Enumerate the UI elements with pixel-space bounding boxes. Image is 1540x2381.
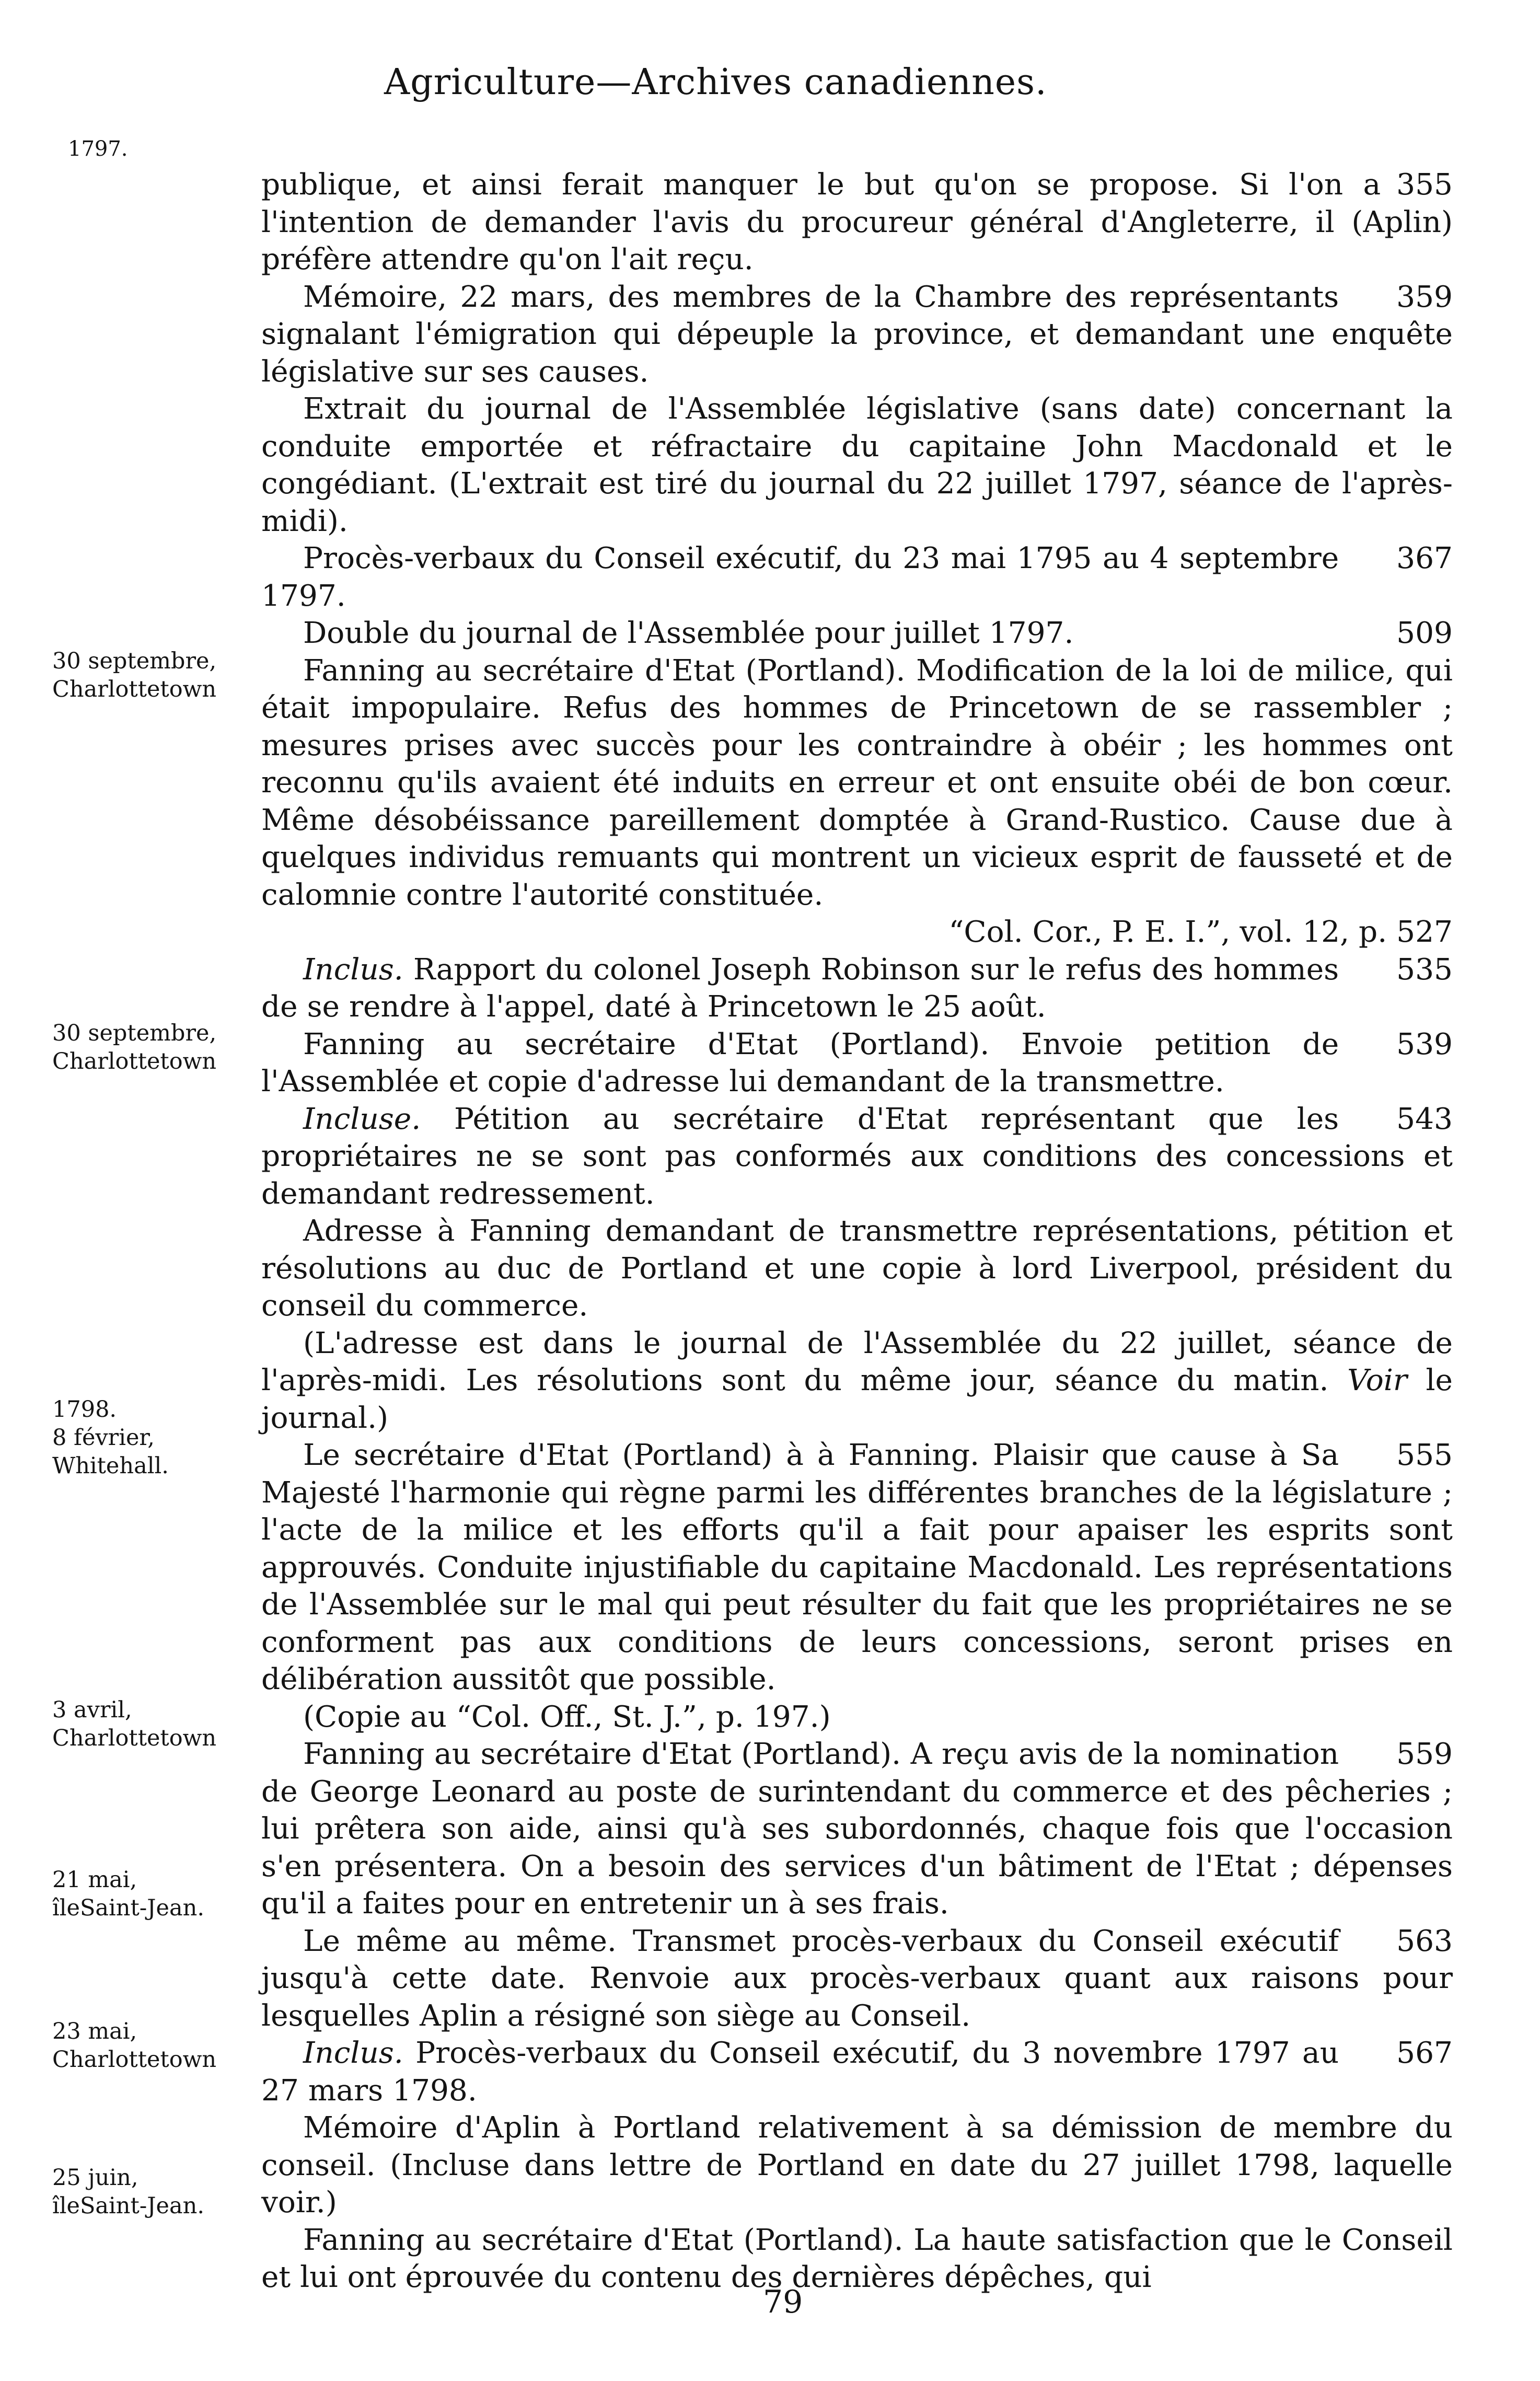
entry-text: Double du journal de l'Assemblée pour juillet 1797. xyxy=(303,616,1074,650)
margin-place-line: Charlottetown xyxy=(52,2047,217,2073)
entry-text: Fanning au secrétaire d'Etat (Portland). A reçu avis de la nomination de George Leonard au poste de surintendant du commerce et des pêcheries ; lui prêtera son aide, ainsi qu'à ses subordonnés, chaque fois que l'occasion s'en présentera. On a besoin des services d'un bâtiment de l'Etat ; dépenses qu'il a faites pour en entretenir un à ses frais. xyxy=(261,1737,1453,1921)
margin-place-line: Whitehall. xyxy=(52,1453,169,1479)
entry xyxy=(261,1736,1453,1923)
entry-text: Pétition au secrétaire d'Etat représentant que les propriétaires ne se sont pas conformés aux conditions des concessions et demandant redressement. xyxy=(261,1102,1453,1211)
entry-reference xyxy=(261,914,1453,951)
entry-text: Le même au même. Transmet procès-verbaux du Conseil exécutif jusqu'à cette date. Renvoie aux procès-verbaux quant aux raisons pour lesquelles Aplin a résigné son siège au Conseil. xyxy=(261,1924,1453,2033)
main-text xyxy=(261,166,1453,2296)
entry xyxy=(261,615,1453,652)
entry xyxy=(261,652,1453,914)
entry-page-ref: 367 xyxy=(1396,541,1453,575)
entry xyxy=(261,166,1453,279)
entry-page-ref: 527 xyxy=(1396,915,1453,949)
entry xyxy=(261,2109,1453,2222)
margin-place-line: îleSaint-Jean. xyxy=(52,2193,204,2219)
entry-text: (Copie au “Col. Off., St. J.”, p. 197.) xyxy=(303,1700,831,1734)
entry-text: Fanning au secrétaire d'Etat (Portland). Modification de la loi de milice, qui était impopulaire. Refus des hommes de Princetown de se rassembler ; mesures prises avec succès pour les contraindre à obéir ; les hommes ont reconnu qu'ils avaient été induits en erreur et ont ensuite obéi de bon cœur. Même désobéissance pareillement domptée à Grand-Rustico. Cause due à quelques individus remuants qui montrent un vicieux esprit de fausseté et de calomnie contre l'autorité constituée. xyxy=(261,653,1453,912)
entry-text: Fanning au secrétaire d'Etat (Portland). Envoie petition de l'Assemblée et copie d'adresse lui demandant de la transmettre. xyxy=(261,1027,1339,1099)
entry-text: Mémoire d'Aplin à Portland relativement à sa démission de membre du conseil. (Incluse dans lettre de Portland en date du 27 juillet 1798, laquelle voir.) xyxy=(261,2111,1453,2220)
entry-text: Fanning au secrétaire d'Etat (Portland). La haute satisfaction que le Conseil et lui ont éprouvée du contenu des dernières dépêches, qui xyxy=(261,2223,1453,2294)
margin-place-line: îleSaint-Jean. xyxy=(52,1895,204,1921)
inclus-label: Inclus. xyxy=(303,952,403,987)
margin-date xyxy=(52,1019,277,1076)
entry xyxy=(261,1212,1453,1325)
entry-text: publique, et ainsi ferait manquer le but qu'on se propose. Si l'on a l'intention de demander l'avis du procureur général d'Angleterre, il (Aplin) préfère attendre qu'on l'ait reçu. xyxy=(261,168,1453,276)
voir-label: Voir xyxy=(1347,1363,1407,1397)
entry xyxy=(261,1101,1453,1213)
running-header: Agriculture—Archives canadiennes. xyxy=(384,62,1047,103)
entry xyxy=(261,390,1453,540)
margin-date-line: 25 juin, xyxy=(52,2165,138,2191)
entry xyxy=(261,2035,1453,2109)
entry-text: (L'adresse est dans le journal de l'Assemblée du 22 juillet, séance de l'après-midi. Les résolutions sont du même jour, séance du matin. xyxy=(261,1326,1453,1397)
entry-page-ref: 535 xyxy=(1396,952,1453,987)
entry-page-ref: 555 xyxy=(1396,1438,1453,1472)
year-marker: 1797. xyxy=(68,137,128,161)
margin-date xyxy=(52,2164,277,2220)
margin-date xyxy=(52,1395,277,1480)
margin-date xyxy=(52,2017,277,2074)
incluse-label: Incluse. xyxy=(303,1102,421,1136)
entry-page-ref: 359 xyxy=(1396,280,1453,314)
margin-date-line: 8 février, xyxy=(52,1425,155,1451)
entry xyxy=(261,1698,1453,1736)
margin-date-line: 21 mai, xyxy=(52,1867,137,1893)
entry-text: “Col. Cor., P. E. I.”, vol. 12, p. xyxy=(948,915,1387,949)
margin-date-line: 23 mai, xyxy=(52,2018,137,2044)
margin-date xyxy=(52,647,277,703)
page-number: 79 xyxy=(763,2284,803,2320)
margin-date xyxy=(52,1866,277,1922)
entry-text: Extrait du journal de l'Assemblée législative (sans date) concernant la conduite emportée et réfractaire du capitaine John Macdonald et le congédiant. (L'extrait est tiré du journal du 22 juillet 1797, séance de l'après-midi). xyxy=(261,392,1453,538)
margin-date-line: 30 septembre, xyxy=(52,1020,217,1046)
entry-page-ref: 563 xyxy=(1396,1924,1453,1958)
entry-text: Procès-verbaux du Conseil exécutif, du 3 novembre 1797 au 27 mars 1798. xyxy=(261,2036,1339,2108)
margin-place-line: Charlottetown xyxy=(52,1725,217,1751)
entry-text: Mémoire, 22 mars, des membres de la Chambre des représentants signalant l'émigration qui dépeuple la province, et demandant une enquête législative sur ses causes. xyxy=(261,280,1453,389)
entry xyxy=(261,279,1453,391)
margin-year-line: 1798. xyxy=(52,1396,117,1423)
margin-date-line: 3 avril, xyxy=(52,1697,132,1723)
margin-date-line: 30 septembre, xyxy=(52,648,217,674)
margin-date xyxy=(52,1696,277,1752)
entry-text: Procès-verbaux du Conseil exécutif, du 23 mai 1795 au 4 septembre 1797. xyxy=(261,541,1339,613)
entry xyxy=(261,1325,1453,1437)
inclus-label: Inclus. xyxy=(303,2036,403,2070)
entry-page-ref: 539 xyxy=(1396,1027,1453,1061)
margin-place-line: Charlottetown xyxy=(52,676,217,702)
entry xyxy=(261,1026,1453,1101)
entry-text: Rapport du colonel Joseph Robinson sur le refus des hommes de se rendre à l'appel, daté à Princetown le 25 août. xyxy=(261,952,1339,1024)
entry-text: Adresse à Fanning demandant de transmettre représentations, pétition et résolutions au duc de Portland et une copie à lord Liverpool, président du conseil du commerce. xyxy=(261,1214,1453,1323)
entry-page-ref: 509 xyxy=(1396,616,1453,650)
entry xyxy=(261,951,1453,1026)
entry xyxy=(261,540,1453,615)
entry xyxy=(261,1923,1453,2035)
entry-page-ref: 355 xyxy=(1396,168,1453,202)
entry-text: Le secrétaire d'Etat (Portland) à à Fanning. Plaisir que cause à Sa Majesté l'harmonie qui règne parmi les différentes branches de la législature ; l'acte de la milice et les efforts qu'il a fait pour apaiser les esprits sont approuvés. Conduite injustifiable du capitaine Macdonald. Les représentations de l'Assemblée sur le mal qui peut résulter du fait que les propriétaires ne se conforment pas aux conditions de leurs concessions, seront prises en délibération aussitôt que possible. xyxy=(261,1438,1453,1696)
entry-page-ref: 543 xyxy=(1396,1102,1453,1136)
entry-text: le journal.) xyxy=(261,1363,1453,1435)
entry-page-ref: 559 xyxy=(1396,1737,1453,1771)
entry-page-ref: 567 xyxy=(1396,2036,1453,2070)
entry xyxy=(261,2222,1453,2296)
entry xyxy=(261,1437,1453,1698)
margin-place-line: Charlottetown xyxy=(52,1048,217,1074)
